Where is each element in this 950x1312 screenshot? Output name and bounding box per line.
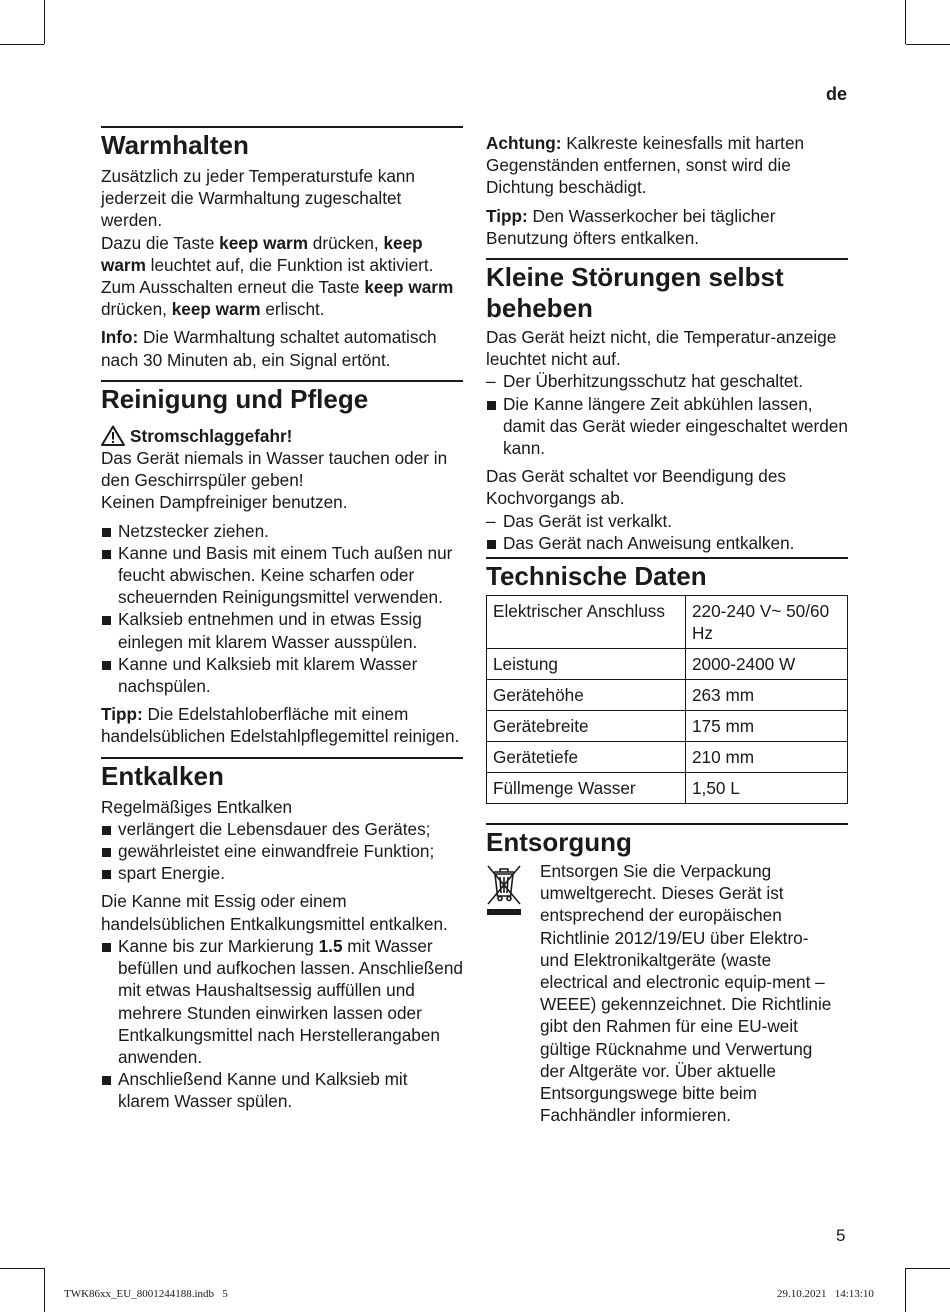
spec-value: 1,50 L [686,773,848,804]
disposal-block [486,860,848,1126]
section-stoerungen [486,258,848,554]
section-title: Technische Daten [486,561,707,592]
text: Kanne bis zur Markierung [118,935,319,956]
page-number: 5 [836,1226,846,1245]
cause-item: – Das Gerät ist verkalkt. [486,510,848,532]
section-title: Warmhalten [101,130,249,160]
problem-text: Das Gerät schaltet vor Beendigung des Kochvorgangs ab. [486,466,787,509]
remedy-item: Die Kanne längere Zeit abkühlen lassen, damit das Gerät wieder eingeschaltet werden kann. [486,393,848,460]
table-row [487,649,848,680]
key-label: keep warm [219,232,309,253]
cleaning-steps [101,520,463,698]
spec-key: Elektrischer Anschluss [487,596,686,649]
note-label: Info: [101,327,139,348]
text: leuchtet auf, die Funktion ist aktiviert. [145,254,434,275]
crop-mark [44,0,45,44]
disposal-text: Entsorgen Sie die Verpackung umweltgerecht. Dieses Gerät ist entsprechend der europäischen Richtlinie 2012/19/EU über Elektro- und Elektronikaltgeräte (waste electrical and electronic equip-ment – WEEE) gekennzeichnet. Die Richtlinie gibt den Rahmen für eine EU-weit gültige Rücknahme und Verwertung der Altgeräte vor. Über aktuelle Entsorgungswege bitte beim Fachhändler informieren. [540,861,832,1126]
list-item [101,935,463,1068]
key-label: keep warm [101,232,423,275]
list-item: Kanne und Basis mit einem Tuch außen nur feucht abwischen. Keine scharfen oder scheuernden Reinigungsmittel verwenden. [101,542,463,609]
list-item: Kanne und Kalksieb mit klarem Wasser nachspülen. [101,653,463,697]
section-warmhalten [101,126,463,371]
text: Das Gerät niemals in Wasser tauchen oder in den Geschirrspüler geben! [101,448,448,491]
warning-triangle-icon [101,425,125,446]
warning-heading [101,425,463,447]
remedy-item: Das Gerät nach Anweisung entkalken. [486,532,848,554]
marking-label: 1.5 [318,935,343,956]
text: Keinen Dampfreiniger benutzen. [101,492,348,513]
crop-mark [0,1268,44,1269]
spec-value: 210 mm [686,742,848,773]
text: mit Wasser befüllen und aufkochen lassen. Anschließend mit etwas Haushaltsessig auffüllen und mehrere Stunden einwirken lassen oder Entkalkungsmittel nach Herstellerangaben anwenden. [118,935,463,1067]
list-item: Anschließend Kanne und Kalksieb mit klarem Wasser spülen. [101,1068,463,1112]
list-item: gewährleistet eine einwandfreie Funktion; [101,840,463,862]
table-row [487,711,848,742]
crop-mark [905,1268,906,1312]
text: Dazu die Taste [101,232,220,253]
text: Den Wasserkocher bei täglicher Benutzung öfters entkalken. [486,205,776,248]
crop-mark [0,44,44,45]
crossed-bin-icon [486,860,522,1126]
list-item: Netzstecker ziehen. [101,520,463,542]
spec-key: Gerätebreite [487,711,686,742]
section-title: Entsorgung [486,827,632,858]
crop-mark [905,0,906,44]
footer-datetime: 29.10.2021 14:13:10 [777,1288,874,1300]
spec-table [486,595,848,804]
crop-mark [44,1268,45,1312]
text: erlischt. [260,299,325,320]
caution-note [486,132,848,199]
table-row [487,680,848,711]
key-label: keep warm [364,277,454,298]
paragraph: Zusätzlich zu jeder Temperaturstufe kann jederzeit die Warmhaltung zugeschaltet werden. [101,166,415,231]
table-row [487,742,848,773]
section-entkalken [101,757,463,1113]
descaling-steps [101,935,463,1113]
text: drücken, [308,232,384,253]
warning-title: Stromschlaggefahr! [130,425,293,446]
left-column [101,126,463,1119]
spec-value: 175 mm [686,711,848,742]
list-item: verlängert die Lebensdauer des Gerätes; [101,818,463,840]
weee-bin-icon [486,862,522,918]
section-technische-daten [486,557,848,804]
spec-key: Gerätehöhe [487,680,686,711]
tip-note [101,703,463,747]
footer-file: TWK86xx_EU_8001244188.indb 5 [64,1288,228,1300]
spec-key: Füllmenge Wasser [487,773,686,804]
key-label: keep warm [171,299,261,320]
note-label: Achtung: [486,133,562,153]
paragraph [101,232,463,321]
right-column [486,132,848,1126]
spec-value: 263 mm [686,680,848,711]
problem-text: Das Gerät heizt nicht, die Temperatur-anzeige leuchtet nicht auf. [486,327,837,370]
cause-item: – Der Überhitzungsschutz hat geschaltet. [486,370,848,392]
section-reinigung [101,380,463,748]
spec-value: 220-240 V~ 50/60 Hz [686,596,848,649]
text: drücken, [101,299,172,320]
spec-key: Gerätetiefe [487,742,686,773]
table-row [487,773,848,804]
note-label: Tipp: [486,205,528,226]
table-row [487,596,848,649]
list-item: spart Energie. [101,862,463,884]
spec-value: 2000-2400 W [686,649,848,680]
text: Zum Ausschalten erneut die Taste [101,277,365,298]
info-note [101,326,463,370]
text: Die Warmhaltung schaltet automatisch nach 30 Minuten ab, ein Signal ertönt. [101,327,437,370]
text: Die Edelstahloberfläche mit einem handelsüblichen Edelstahlpflegemittel reinigen. [101,704,460,747]
spec-key: Leistung [487,649,686,680]
text: Kalkreste keinesfalls mit harten Gegenständen entfernen, sonst wird die Dichtung beschädigt. [486,133,805,198]
crop-mark [906,44,950,45]
paragraph: Regelmäßiges Entkalken [101,796,293,817]
language-label: de [826,84,848,104]
warning-text [101,447,463,514]
tip-note [486,205,848,249]
list-item: Kalksieb entnehmen und in etwas Essig einlegen mit klarem Wasser ausspülen. [101,608,463,652]
note-label: Tipp: [101,704,143,725]
benefit-list [101,818,463,885]
section-title: Entkalken [101,760,224,791]
section-title: Kleine Störungen selbst beheben [486,262,784,324]
section-entsorgung [486,823,848,1126]
crop-mark [906,1268,950,1269]
section-title: Reinigung und Pflege [101,383,369,414]
paragraph: Die Kanne mit Essig oder einem handelsüblichen Entkalkungsmittel entkalken. [101,891,448,934]
